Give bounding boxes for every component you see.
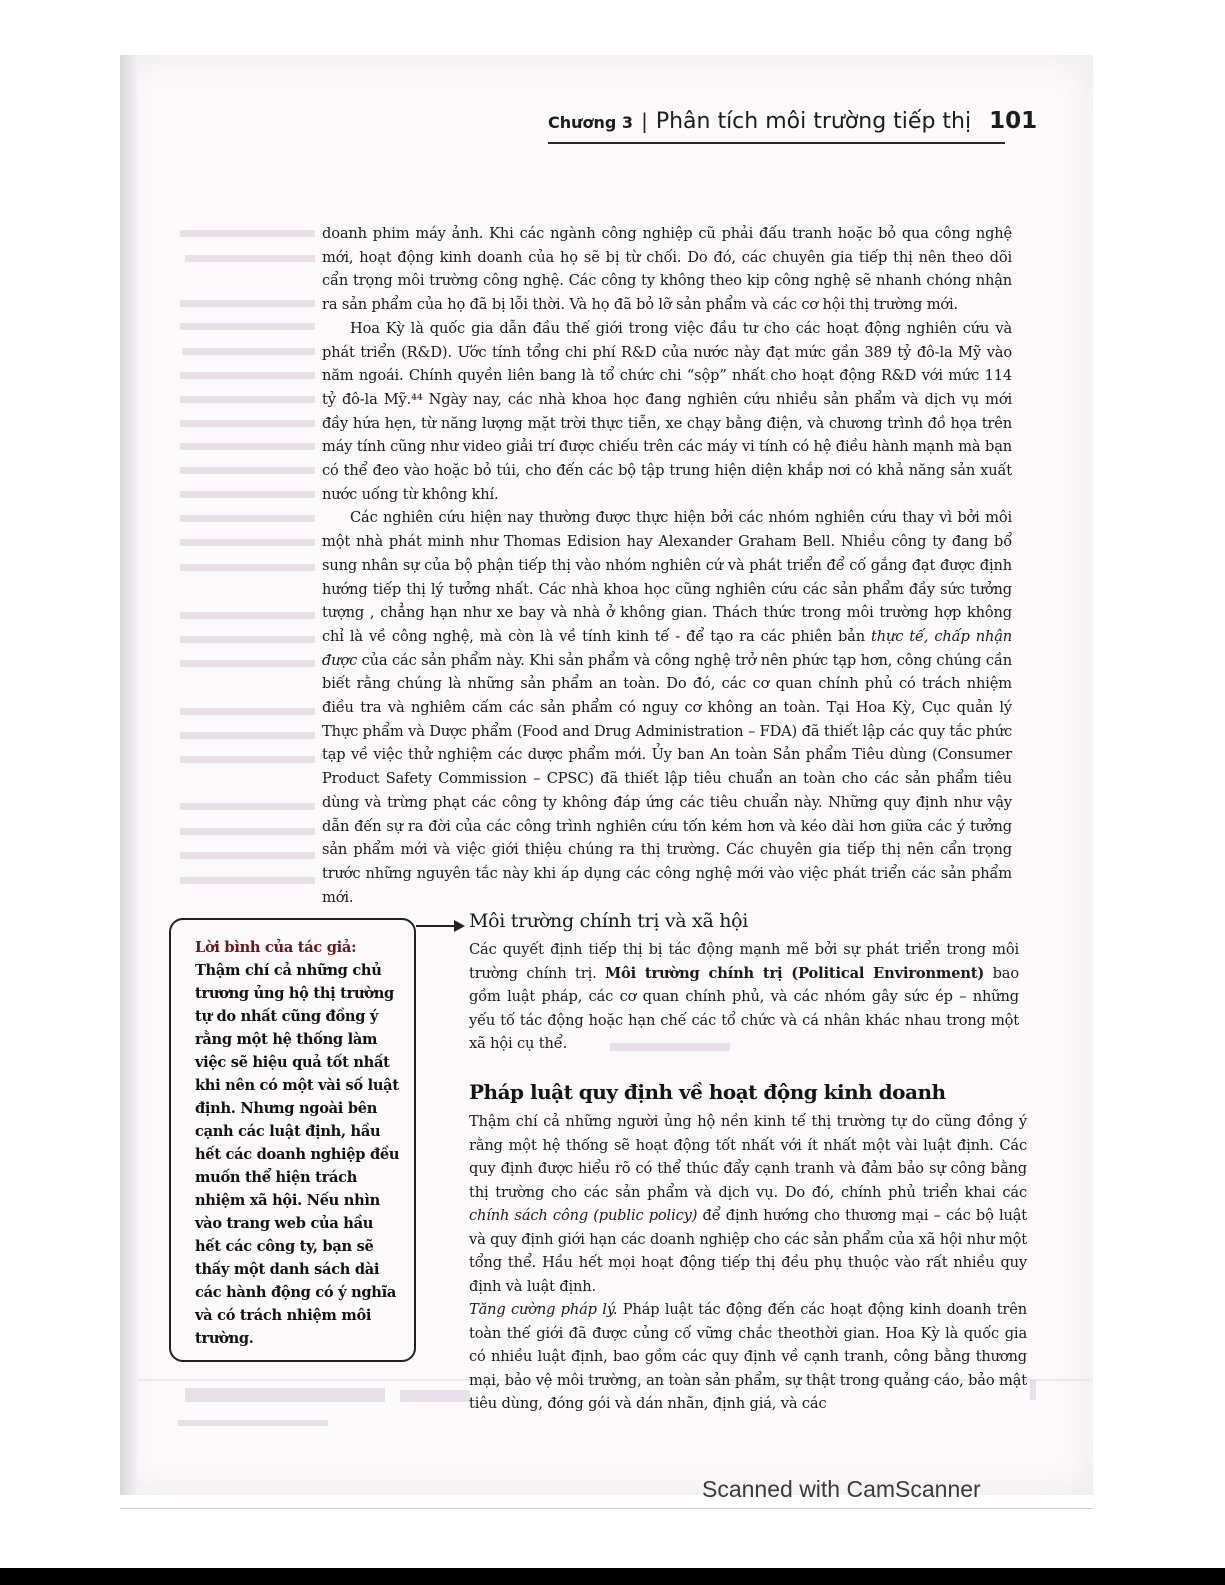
header-separator: | [641, 109, 648, 133]
main-body-text [322, 222, 1012, 909]
scanner-watermark: Scanned with CamScanner [702, 1476, 981, 1502]
bottom-black-bar [0, 1568, 1225, 1585]
footer-rule [120, 1508, 1093, 1509]
paragraph-rnd: Hoa Kỳ là quốc gia dẫn đầu thế giới trong việc đầu tư cho các hoạt động nghiên cứu và phát triển (R&D). Ước tính tổng chi phí R&D của nước này đạt mức gần 389 tỷ đô-la Mỹ vào năm ngoái. Chính quyền liên bang là tổ chức chi “sộp” nhất cho hoạt động R&D với mức 114 tỷ đô-la Mỹ.⁴⁴ Ngày nay, các nhà khoa học đang nghiên cứu nhiều sản phẩm và dịch vụ mới đầy hứa hẹn, từ năng lượng mặt trời thực tiễn, xe chạy bằng điện, và chương trình đồ họa trên máy tính cũng như video giải trí được chiếu trên các máy vi tính có hệ điều hành mạnh mà bạn có thể đeo vào hoặc bỏ túi, cho đến các bộ tập trung hiện diện khắp nơi có khả năng sản xuất nước uống từ không khí. [322, 319, 1012, 503]
section-heading-political: Môi trường chính trị và xã hội [469, 910, 749, 932]
author-comment-box [169, 918, 416, 1362]
paragraph-research-part-b: của các sản phẩm này. Khi sản phẩm và công nghệ trở nên phức tạp hơn, công chúng cần biết rằng chúng là những sản phẩm an toàn. Do đó, các cơ quan chính phủ có trách nhiệm điều tra và nghiêm cấm các sản phẩm có nguy cơ không an toàn. Tại Hoa Kỳ, Cục quản lý Thực phẩm và Dược phẩm (Food and Drug Administration – FDA) đã thiết lập các quy tắc phức tạp về việc thử nghiệm các dược phẩm mới. Ủy ban An toàn Sản phẩm Tiêu dùng (Consumer Product Safety Commission – CPSC) đã thiết lập tiêu chuẩn an toàn cho các sản phẩm tiêu dùng và trừng phạt các công ty không đáp ứng các tiêu chuẩn này. Những quy định như vậy dẫn đến sự ra đời của các công trình nghiên cứu tốn kém hơn và kéo dài hơn giữa các ý tưởng sản phẩm mới và việc giới thiệu chúng ra thị trường. Các chuyên gia tiếp thị nên cẩn trọng trước những nguyên tắc này khi áp dụng các công nghệ mới vào việc phát triển các sản phẩm mới. [322, 651, 1012, 906]
law-paragraph-2 [469, 1298, 1027, 1416]
header-rule [548, 142, 1005, 144]
section-heading-law: Pháp luật quy định về hoạt động kinh doanh [469, 1080, 946, 1104]
paragraph-research [322, 506, 1012, 909]
law-p2-text: Pháp luật tác động đến các hoạt động kinh doanh trên toàn thế giới đã được củng cố vững chắc theothời gian. Hoa Kỳ là quốc gia có nhiều luật định, bao gồm các quy định về cạnh tranh, công bằng thương mại, bảo vệ môi trường, an toàn sản phẩm, sự thật trong quảng cáo, bảo mật tiêu dùng, đóng gói và dán nhãn, định giá, và các [469, 1301, 1027, 1412]
running-header [548, 108, 1038, 140]
callout-arrow-icon [454, 920, 465, 932]
emphasis-public-policy: chính sách công (public policy) [469, 1207, 698, 1224]
emphasis-legal-strengthening: Tăng cường pháp lý. [469, 1301, 618, 1318]
political-text-a: Các quyết định tiếp thị bị tác động mạnh mẽ bởi sự phát triển trong môi trường chính trị. [469, 941, 1019, 982]
political-text-b: bao gồm luật pháp, các cơ quan chính phủ, và các nhóm gây sức ép – những yếu tố tác động hoặc hạn chế các tổ chức và cá nhân khác nhau trong một xã hội cụ thể. [469, 964, 1019, 1052]
emphasis-practical: thực tế, chấp nhận được [322, 627, 1012, 669]
page-number: 101 [989, 108, 1038, 134]
paragraph-technology: doanh phim máy ảnh. Khi các ngành công nghiệp cũ phải đấu tranh hoặc bỏ qua công nghệ mới, hoạt động kinh doanh của họ sẽ bị từ chối. Do đó, các chuyên gia tiếp thị nên theo dõi cẩn trọng môi trường công nghệ. Các công ty không theo kịp công nghệ sẽ nhanh chóng nhận ra sản phẩm của họ đã bị lỗi thời. Và họ đã bỏ lỡ sản phẩm và các cơ hội thị trường mới. [322, 225, 1012, 314]
law-p1-text-a: Thậm chí cả những người ủng hộ nền kinh tế thị trường tự do cũng đồng ý rằng một hệ thống sẽ hoạt động tốt nhất với ít nhất một vài luật định. Các quy định được hiểu rõ có thể thúc đẩy cạnh tranh và đảm bảo sự công bằng thị trường cho các sản phẩm và dịch vụ. Do đó, chính phủ triển khai các [469, 1113, 1027, 1201]
author-comment-label: Lời bình của tác giả: [195, 939, 357, 956]
chapter-title: Phân tích môi trường tiếp thị [655, 109, 972, 134]
chapter-label: Chương 3 [548, 113, 634, 132]
author-comment-text: Thậm chí cả những chủ trương ủng hộ thị trường tự do nhất cũng đồng ý rằng một hệ thống làm việc sẽ hiệu quả tốt nhất khi nên có một vài số luật định. Nhưng ngoài bên cạnh các luật định, hầu hết các doanh nghiệp đều muốn thể hiện trách nhiệm xã hội. Nếu nhìn vào trang web của hầu hết các công ty, bạn sẽ thấy một danh sách dài các hành động có ý nghĩa và có trách nhiệm môi trường. [195, 962, 400, 1347]
law-paragraph-1 [469, 1110, 1027, 1298]
political-paragraph [469, 938, 1019, 1056]
law-p1-text-b: để định hướng cho thương mại – các bộ luật và quy định giới hạn các doanh nghiệp cho các sản phẩm của xã hội như một tổng thể. Hầu hết mọi hoạt động tiếp thị đều phụ thuộc vào rất nhiều quy định và luật định. [469, 1207, 1027, 1295]
political-key-term: Môi trường chính trị (Political Environment) [605, 964, 985, 982]
callout-arrow-line [416, 925, 458, 927]
law-body-text [469, 1110, 1027, 1416]
paragraph-research-part-a: Các nghiên cứu hiện nay thường được thực hiện bởi các nhóm nghiên cứu thay vì bởi môi một nhà phát minh như Thomas Edision hay Alexander Graham Bell. Nhiều công ty đang bổ sung nhân sự của bộ phận tiếp thị vào nhóm nghiên cứ và phát triển để cố gắng đạt được định hướng tiếp thị lý tưởng nhất. Các nhà khoa học cũng nghiên cứu các sản phẩm đầy sức tưởng tượng , chẳng hạn như xe bay và nhà ở không gian. Thách thức trong môi trường hợp không chỉ là về công nghệ, mà còn là về tính kinh tế - để tạo ra các phiên bản [322, 509, 1012, 645]
